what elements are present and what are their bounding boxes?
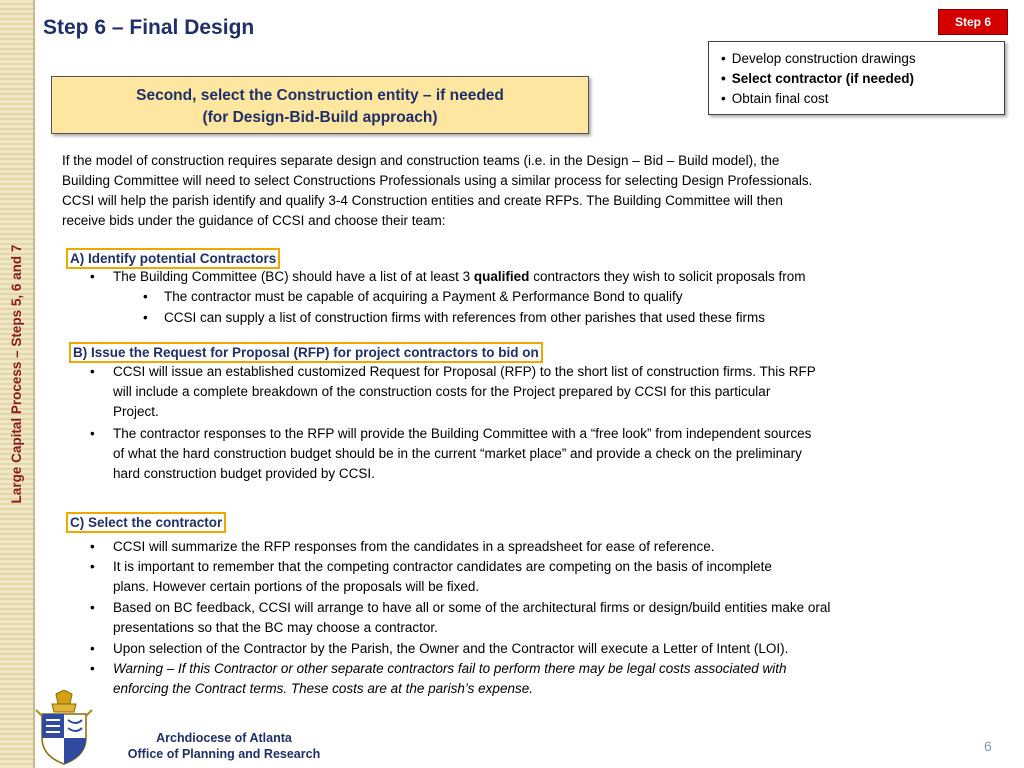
sidebar-band <box>0 0 35 768</box>
step-badge: Step 6 <box>938 9 1008 35</box>
sidebar-title: Large Capital Process – Steps 5, 6 and 7 <box>9 244 24 504</box>
intro-line: CCSI will help the parish identify and qualify 3-4 Construction entities and create RFPs. The Building Committee will then <box>62 193 783 208</box>
footer-line: Archdiocese of Atlanta <box>156 731 292 745</box>
callout-box <box>51 76 589 134</box>
checklist-item: • Select contractor (if needed) <box>721 71 915 86</box>
intro-line: Building Committee will need to select Constructions Professionals using a similar process for selecting Design Professionals. <box>62 173 813 188</box>
intro-paragraph <box>62 151 942 231</box>
section-c-heading: C) Select the contractor <box>66 512 226 533</box>
section-a-heading: A) Identify potential Contractors <box>66 248 280 269</box>
footer-org <box>84 730 364 762</box>
checklist-item: • Develop construction drawings <box>721 51 916 66</box>
section-b-heading: B) Issue the Request for Proposal (RFP) for project contractors to bid on <box>69 342 543 363</box>
page-title: Step 6 – Final Design <box>43 16 255 39</box>
callout-line: (for Design-Bid-Build approach) <box>202 109 438 126</box>
page-number: 6 <box>984 738 992 754</box>
callout-line: Second, select the Construction entity – if needed <box>136 87 504 104</box>
footer-line: Office of Planning and Research <box>127 747 321 761</box>
intro-line: If the model of construction requires separate design and construction teams (i.e. in the Design – Bid – Build model), the <box>62 153 780 168</box>
intro-line: receive bids under the guidance of CCSI and choose their team: <box>62 213 446 228</box>
checklist-item: • Obtain final cost <box>721 91 829 106</box>
step-checklist <box>708 41 1005 115</box>
